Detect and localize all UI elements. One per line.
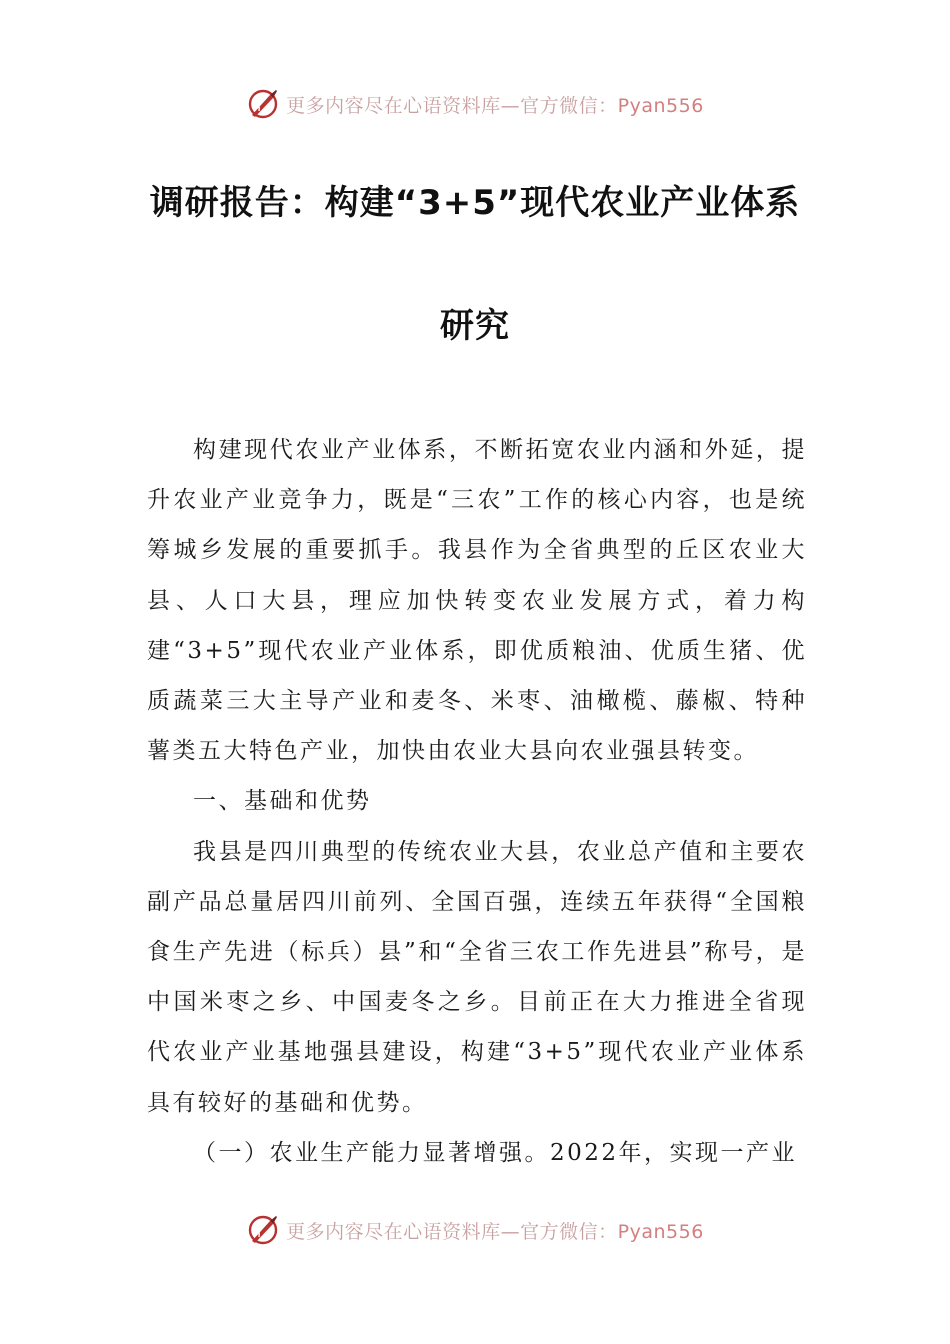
document-body [147,425,807,1178]
document-title-line-2: 研究 [440,306,510,346]
quill-pen-logo-icon [246,1213,280,1247]
watermark-wechat-id: Pyan556 [617,1220,704,1243]
quill-pen-logo-icon [246,87,280,121]
watermark-wechat-id: Pyan556 [617,94,704,117]
paragraph: 构建现代农业产业体系，不断拓宽农业内涵和外延，提升农业产业竞争力，既是“三农”工作的核心内容，也是统筹城乡发展的重要抓手。我县作为全省典型的丘区农业大县、人口大县，理应加快转变农业发展方式，着力构建“3+5”现代农业产业体系，即优质粮油、优质生猪、优质蔬菜三大主导产业和麦冬、米枣、油橄榄、藤椒、特种薯类五大特色产业，加快由农业大县向农业强县转变。 [147,437,807,765]
header-watermark [0,84,950,124]
paragraph: （一）农业生产能力显著增强。2022年，实现一产业 [193,1139,798,1166]
watermark-text: 更多内容尽在心语资料库—官方微信：Pyan556 [286,1220,704,1243]
section-heading: 一、基础和优势 [193,788,372,815]
footer-watermark [0,1210,950,1250]
paragraph: 我县是四川典型的传统农业大县，农业总产值和主要农副产品总量居四川前列、全国百强，连续五年获得“全国粮食生产先进（标兵）县”和“全省三农工作先进县”称号，是中国米枣之乡、中国麦冬之乡。目前正在大力推进全省现代农业产业基地强县建设，构建“3+5”现代农业产业体系具有较好的基础和优势。 [147,838,807,1116]
document-title-line-1: 调研报告：构建“3+5”现代农业产业体系 [149,183,801,223]
watermark-text: 更多内容尽在心语资料库—官方微信：Pyan556 [286,94,704,117]
